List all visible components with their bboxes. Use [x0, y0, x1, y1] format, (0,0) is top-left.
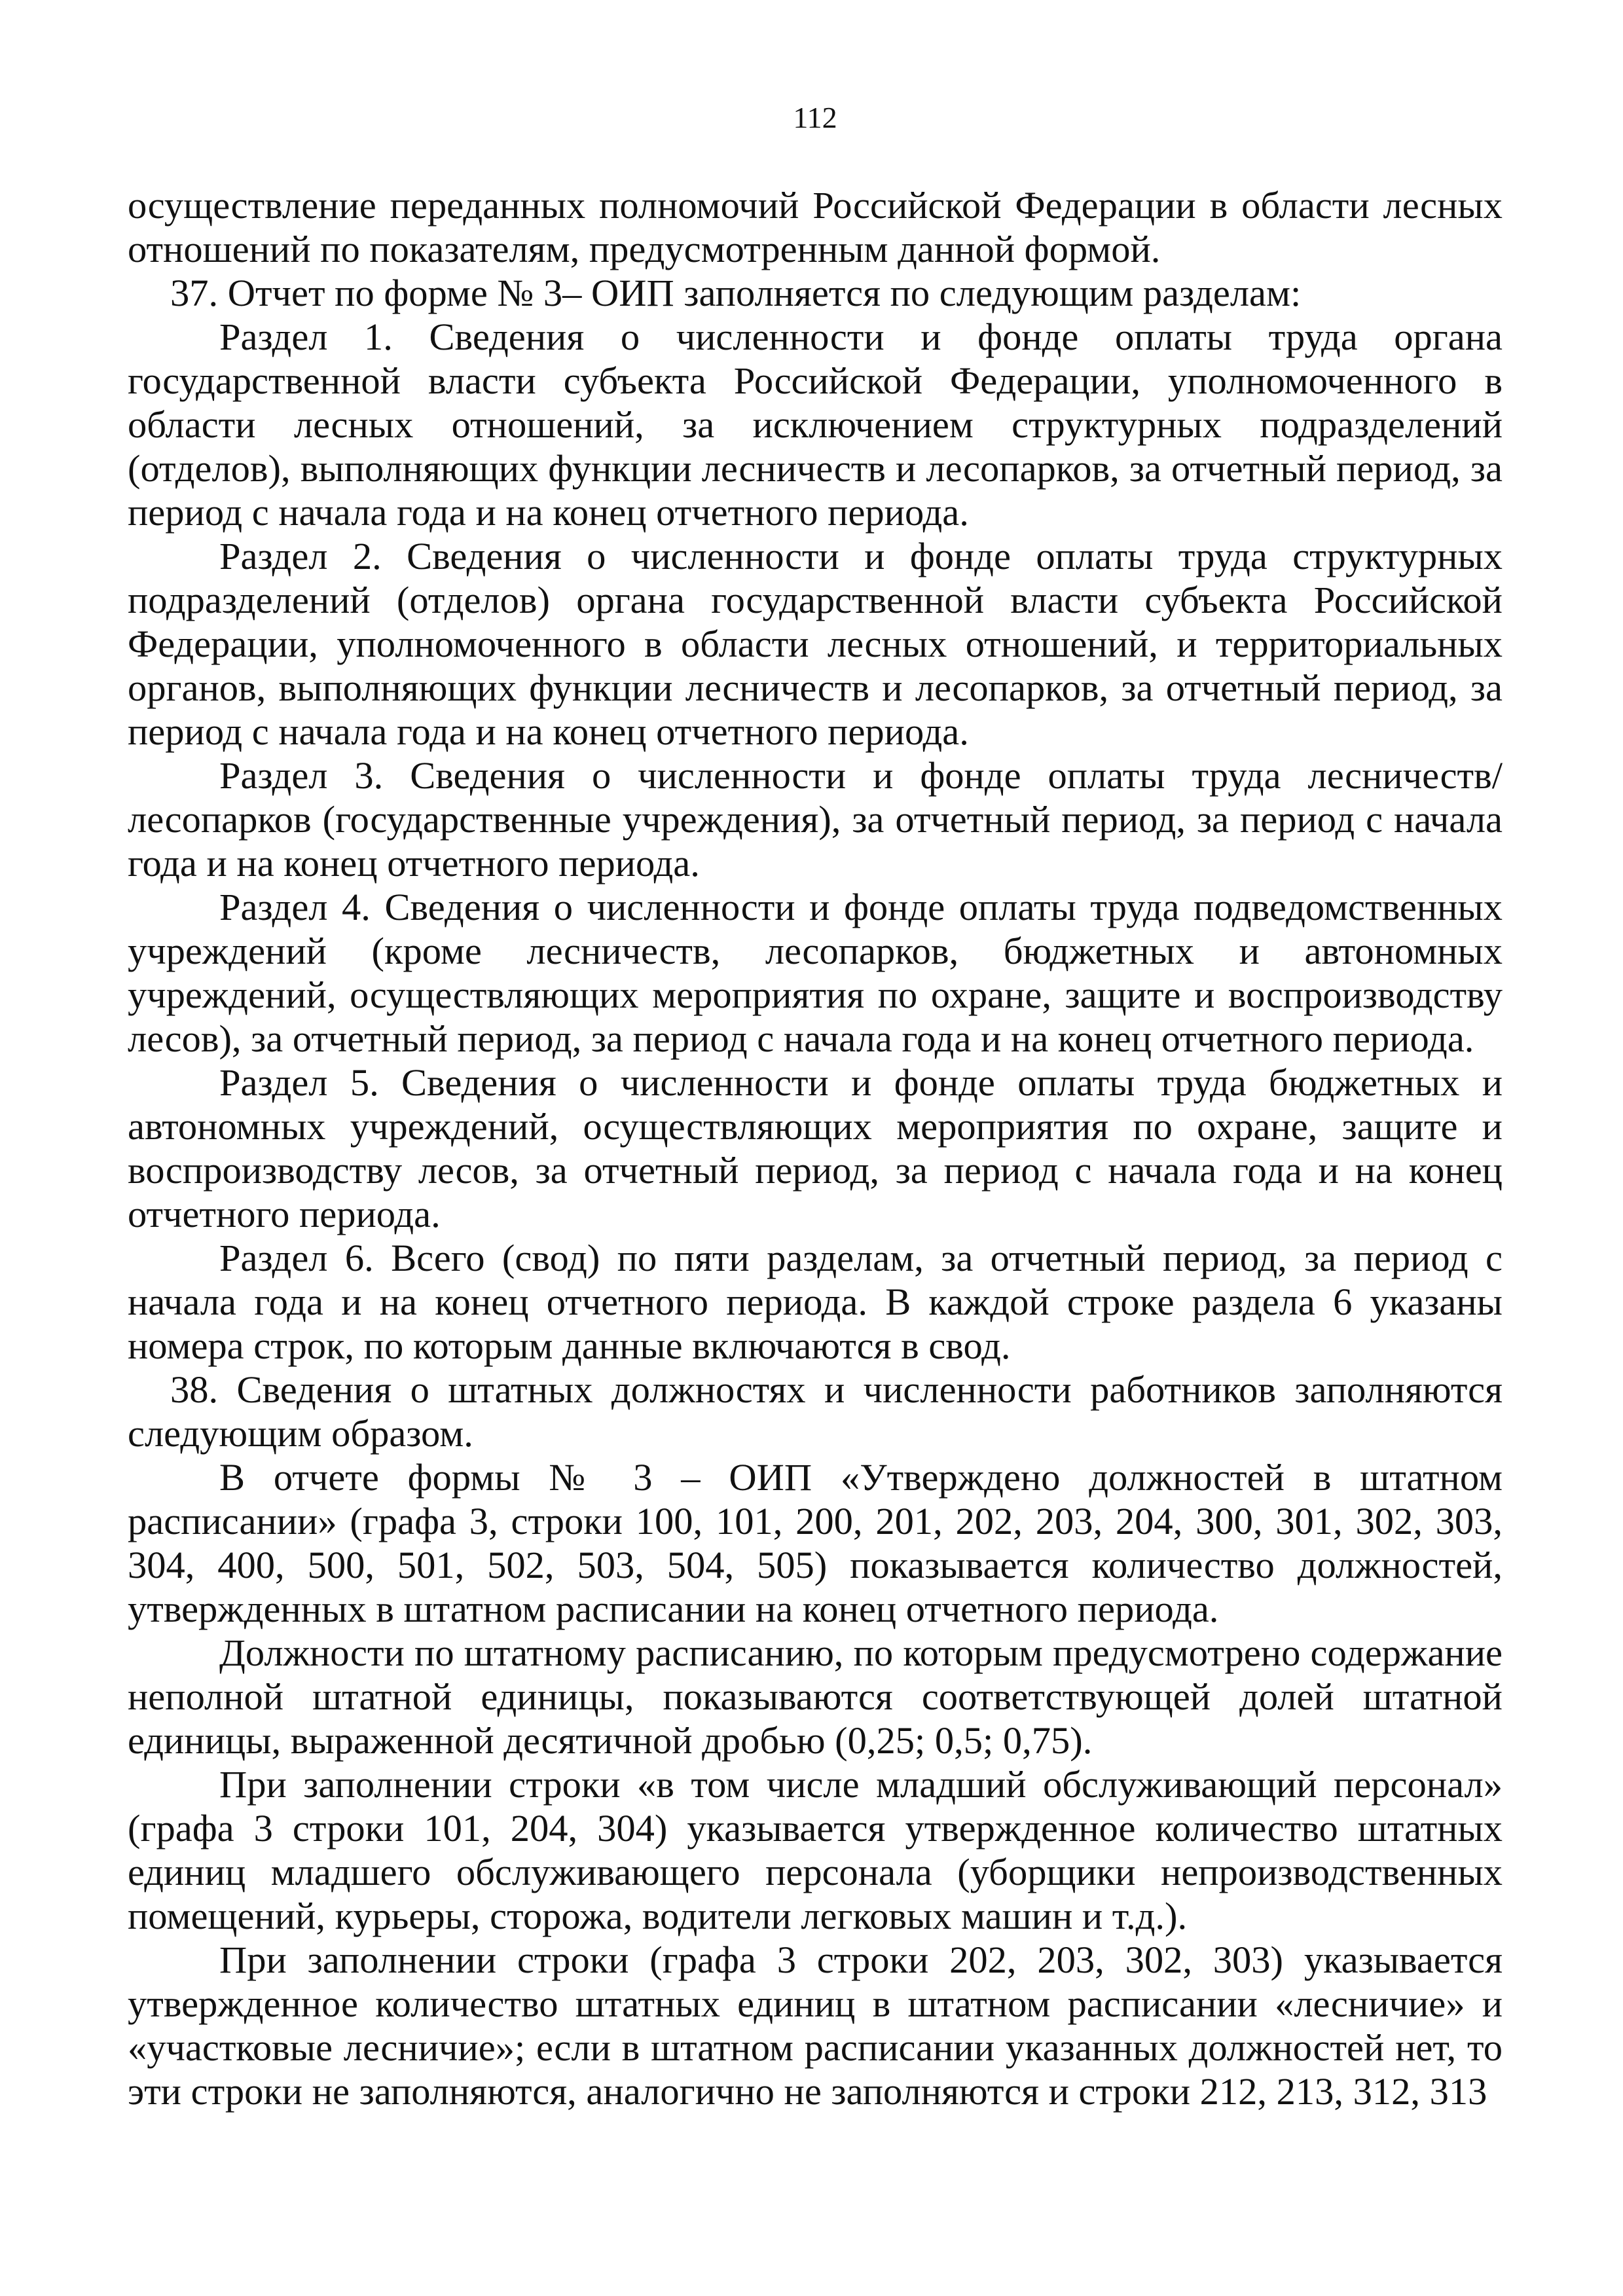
paragraph-section-2: Раздел 2. Сведения о численности и фонде оплаты труда структурных подразделений (отделов) органа государственной власти субъекта Российской Федерации, уполномоченного в области лесных отношений, и территориальных органов, выполняющих функции лесничеств и лесопарков, за отчетный период, за период с начала года и на конец отчетного периода. — [128, 535, 1503, 753]
paragraph-section-6: Раздел 6. Всего (свод) по пяти разделам, за отчетный период, за период с начала года и на конец отчетного периода. В каждой строке раздела 6 указаны номера строк, по которым данные включаются в свод. — [128, 1237, 1503, 1367]
paragraph-partial-positions: Должности по штатному расписанию, по которым предусмотрено содержание неполной штатной единицы, показываются соответствующей долей штатной единицы, выраженной десятичной дробью (0,25; 0,5; 0,75). — [128, 1631, 1503, 1762]
paragraph-item-38: 38. Сведения о штатных должностях и численности работников заполняются следующим образом. — [128, 1368, 1503, 1455]
paragraph-section-1: Раздел 1. Сведения о численности и фонде оплаты труда органа государственной власти субъекта Российской Федерации, уполномоченного в области лесных отношений, за исключением структурных подразделений (отделов), выполняющих функции лесничеств и лесопарков, за отчетный период, за период с начала года и на конец отчетного периода. — [128, 316, 1503, 534]
page-number: 112 — [793, 101, 837, 134]
paragraph-section-3: Раздел 3. Сведения о численности и фонде оплаты труда лесничеств/лесопарков (государственные учреждения), за отчетный период, за период с начала года и на конец отчетного периода. — [128, 754, 1503, 884]
paragraph-junior-staff: При заполнении строки «в том числе младший обслуживающий персонал» (графа 3 строки 101, 204, 304) указывается утвержденное количество штатных единиц младшего обслуживающего персонала (уборщики непроизводственных помещений, курьеры, сторожа, водители легковых машин и т.д.). — [128, 1763, 1503, 1937]
paragraph-item-37: 37. Отчет по форме № 3– ОИП заполняется по следующим разделам: — [170, 272, 1302, 314]
paragraph-section-4: Раздел 4. Сведения о численности и фонде оплаты труда подведомственных учреждений (кроме лесничеств, лесопарков, бюджетных и автономных учреждений, осуществляющих мероприятия по охране, защите и воспроизводству лесов), за отчетный период, за период с начала года и на конец отчетного периода. — [128, 886, 1503, 1060]
paragraph-foresters: При заполнении строки (графа 3 строки 202, 203, 302, 303) указывается утвержденное количество штатных единиц в штатном расписании «лесничие» и «участковые лесничие»; если в штатном расписании указанных должностей нет, то эти строки не заполняются, аналогично не заполняются и строки 212, 213, 312, 313 — [128, 1939, 1503, 2113]
document-page — [128, 98, 1503, 2113]
paragraph-section-5: Раздел 5. Сведения о численности и фонде оплаты труда бюджетных и автономных учреждений, осуществляющих мероприятия по охране, защите и воспроизводству лесов, за отчетный период, за период с начала года и на конец отчетного периода. — [128, 1061, 1503, 1235]
paragraph-staff-positions: В отчете формы № 3 – ОИП «Утверждено должностей в штатном расписании» (графа 3, строки 100, 101, 200, 201, 202, 203, 204, 300, 301, 302, 303, 304, 400, 500, 501, 502, 503, 504, 505) показывается количество должностей, утвержденных в штатном расписании на конец отчетного периода. — [128, 1456, 1503, 1630]
paragraph-continuation: осуществление переданных полномочий Российской Федерации в области лесных отношений по показателям, предусмотренным данной формой. — [128, 184, 1503, 270]
